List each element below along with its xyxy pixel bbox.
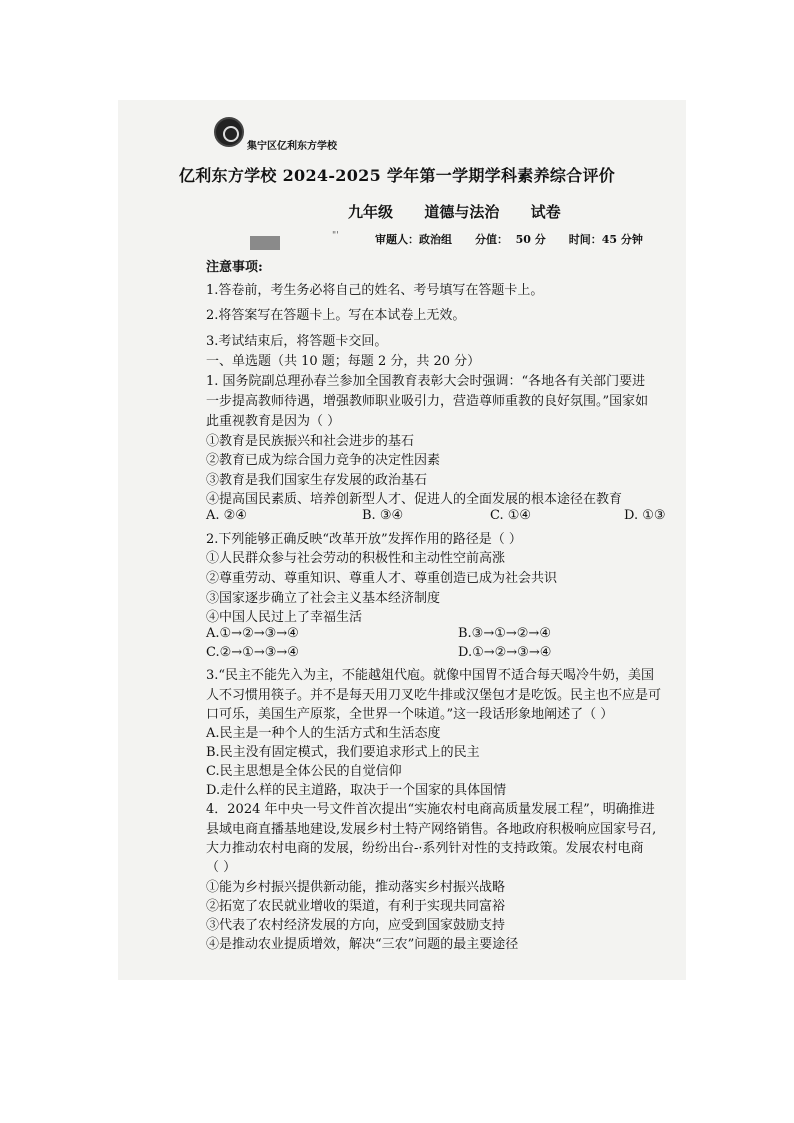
notice-heading: 注意事项:: [206, 260, 263, 275]
q3-stem: 口可乐，美国生产原浆，全世界一个味道。”这一段话形象地阐述了（ ）: [206, 707, 614, 722]
q1-statement: ③教育是我们国家生存发展的政治基石: [206, 473, 428, 488]
q4-stem: 县域电商直播基地建设,发展乡村土特产网络销售。各地政府积极响应国家号召,: [206, 822, 657, 837]
exam-title: 亿利东方学校 2024-2025 学年第一学期学科素养综合评价: [178, 166, 616, 185]
q2-option-c: C.②→①→③→④: [206, 645, 299, 660]
q4-statement: ①能为乡村振兴提供新动能，推动落实乡村振兴战略: [206, 880, 506, 895]
school-logo: [214, 117, 244, 147]
q3-option-c: C.民主思想是全体公民的自觉信仰: [206, 764, 402, 779]
section-heading: 一、单选题（共 10 题；每题 2 分，共 20 分）: [206, 354, 481, 369]
q1-statement: ②教育已成为综合国力竞争的决定性因素: [206, 453, 441, 468]
q2-stem: 2.下列能够正确反映“改革开放”发挥作用的路径是（ ）: [206, 532, 522, 547]
q2-statement: ①人民群众参与社会劳动的积极性和主动性空前高涨: [206, 551, 506, 566]
q2-option-d: D.①→②→③→④: [458, 645, 552, 660]
q3-option-b: B.民主没有固定模式，我们要追求形式上的民主: [206, 745, 480, 760]
notice-item: 2.将答案写在答题卡上。写在本试卷上无效。: [206, 308, 466, 323]
q3-option-a: A.民主是一种个人的生活方式和生活态度: [206, 726, 441, 741]
q1-option-b: B. ③④: [362, 508, 404, 523]
q4-stem: 大力推动农村电商的发展，纷纷出台-·系列针对性的支持政策。发展农村电商: [206, 841, 644, 856]
exam-subtitle: 九年级 道德与法治 试卷: [348, 203, 561, 221]
q4-stem: （ ）: [206, 860, 237, 875]
q4-statement: ④是推动农业提质增效，解决“三农”问题的最主要途径: [206, 937, 519, 952]
q2-statement: ②尊重劳动、尊重知识、尊重人才、尊重创造已成为社会共识: [206, 571, 558, 586]
q2-statement: ④中国人民过上了幸福生活: [206, 610, 363, 625]
q1-option-d: D. ①③: [624, 508, 666, 523]
q2-statement: ③国家逐步确立了社会主义基本经济制度: [206, 591, 441, 606]
q2-option-a: A.①→②→③→④: [206, 626, 299, 641]
q2-option-b: B.③→①→②→④: [458, 626, 551, 641]
q1-option-a: A. ②④: [206, 508, 247, 523]
q4-stem: 4．2024 年中央一号文件首次提出“实施农村电商高质量发展工程”，明确推进: [206, 802, 655, 817]
notice-item: 3.考试结束后，将答题卡交回。: [206, 334, 388, 349]
q4-statement: ③代表了农村经济发展的方向，应受到国家鼓励支持: [206, 918, 506, 933]
exam-meta: 审题人：政治组 分值： 50 分 时间：45 分钟: [375, 233, 643, 246]
school-name-small: 集宁区亿利东方学校: [247, 141, 337, 152]
q3-stem: 人不习惯用筷子。并不是每天用刀叉吃牛排或汉堡包才是吃饭。民主也不应是可: [206, 688, 662, 703]
q3-option-d: D.走什么样的民主道路，取决于一个国家的具体国情: [206, 783, 507, 798]
q1-option-c: C. ①④: [490, 508, 532, 523]
stray-mark: "': [332, 231, 339, 241]
q1-stem: 1. 国务院副总理孙春兰参加全国教育表彰大会时强调：“各地各有关部门要进: [206, 374, 646, 389]
q1-statement: ④提高国民素质、培养创新型人才、促进人的全面发展的根本途径在教育: [206, 492, 623, 507]
q1-statement: ①教育是民族振兴和社会进步的基石: [206, 434, 415, 449]
q1-stem: 一步提高教师待遇，增强教师职业吸引力，营造尊师重教的良好氛围。”国家如: [206, 394, 649, 409]
scan-smudge: [250, 236, 280, 250]
q3-stem: 3.“民主不能先入为主，不能越俎代庖。就像中国胃不适合每天喝冷牛奶，美国: [206, 668, 655, 683]
q1-stem: 此重视教育是因为（ ）: [206, 414, 341, 429]
notice-item: 1.答卷前，考生务必将自己的姓名、考号填写在答题卡上。: [206, 283, 544, 298]
q4-statement: ②拓宽了农民就业增收的渠道，有利于实现共同富裕: [206, 899, 506, 914]
